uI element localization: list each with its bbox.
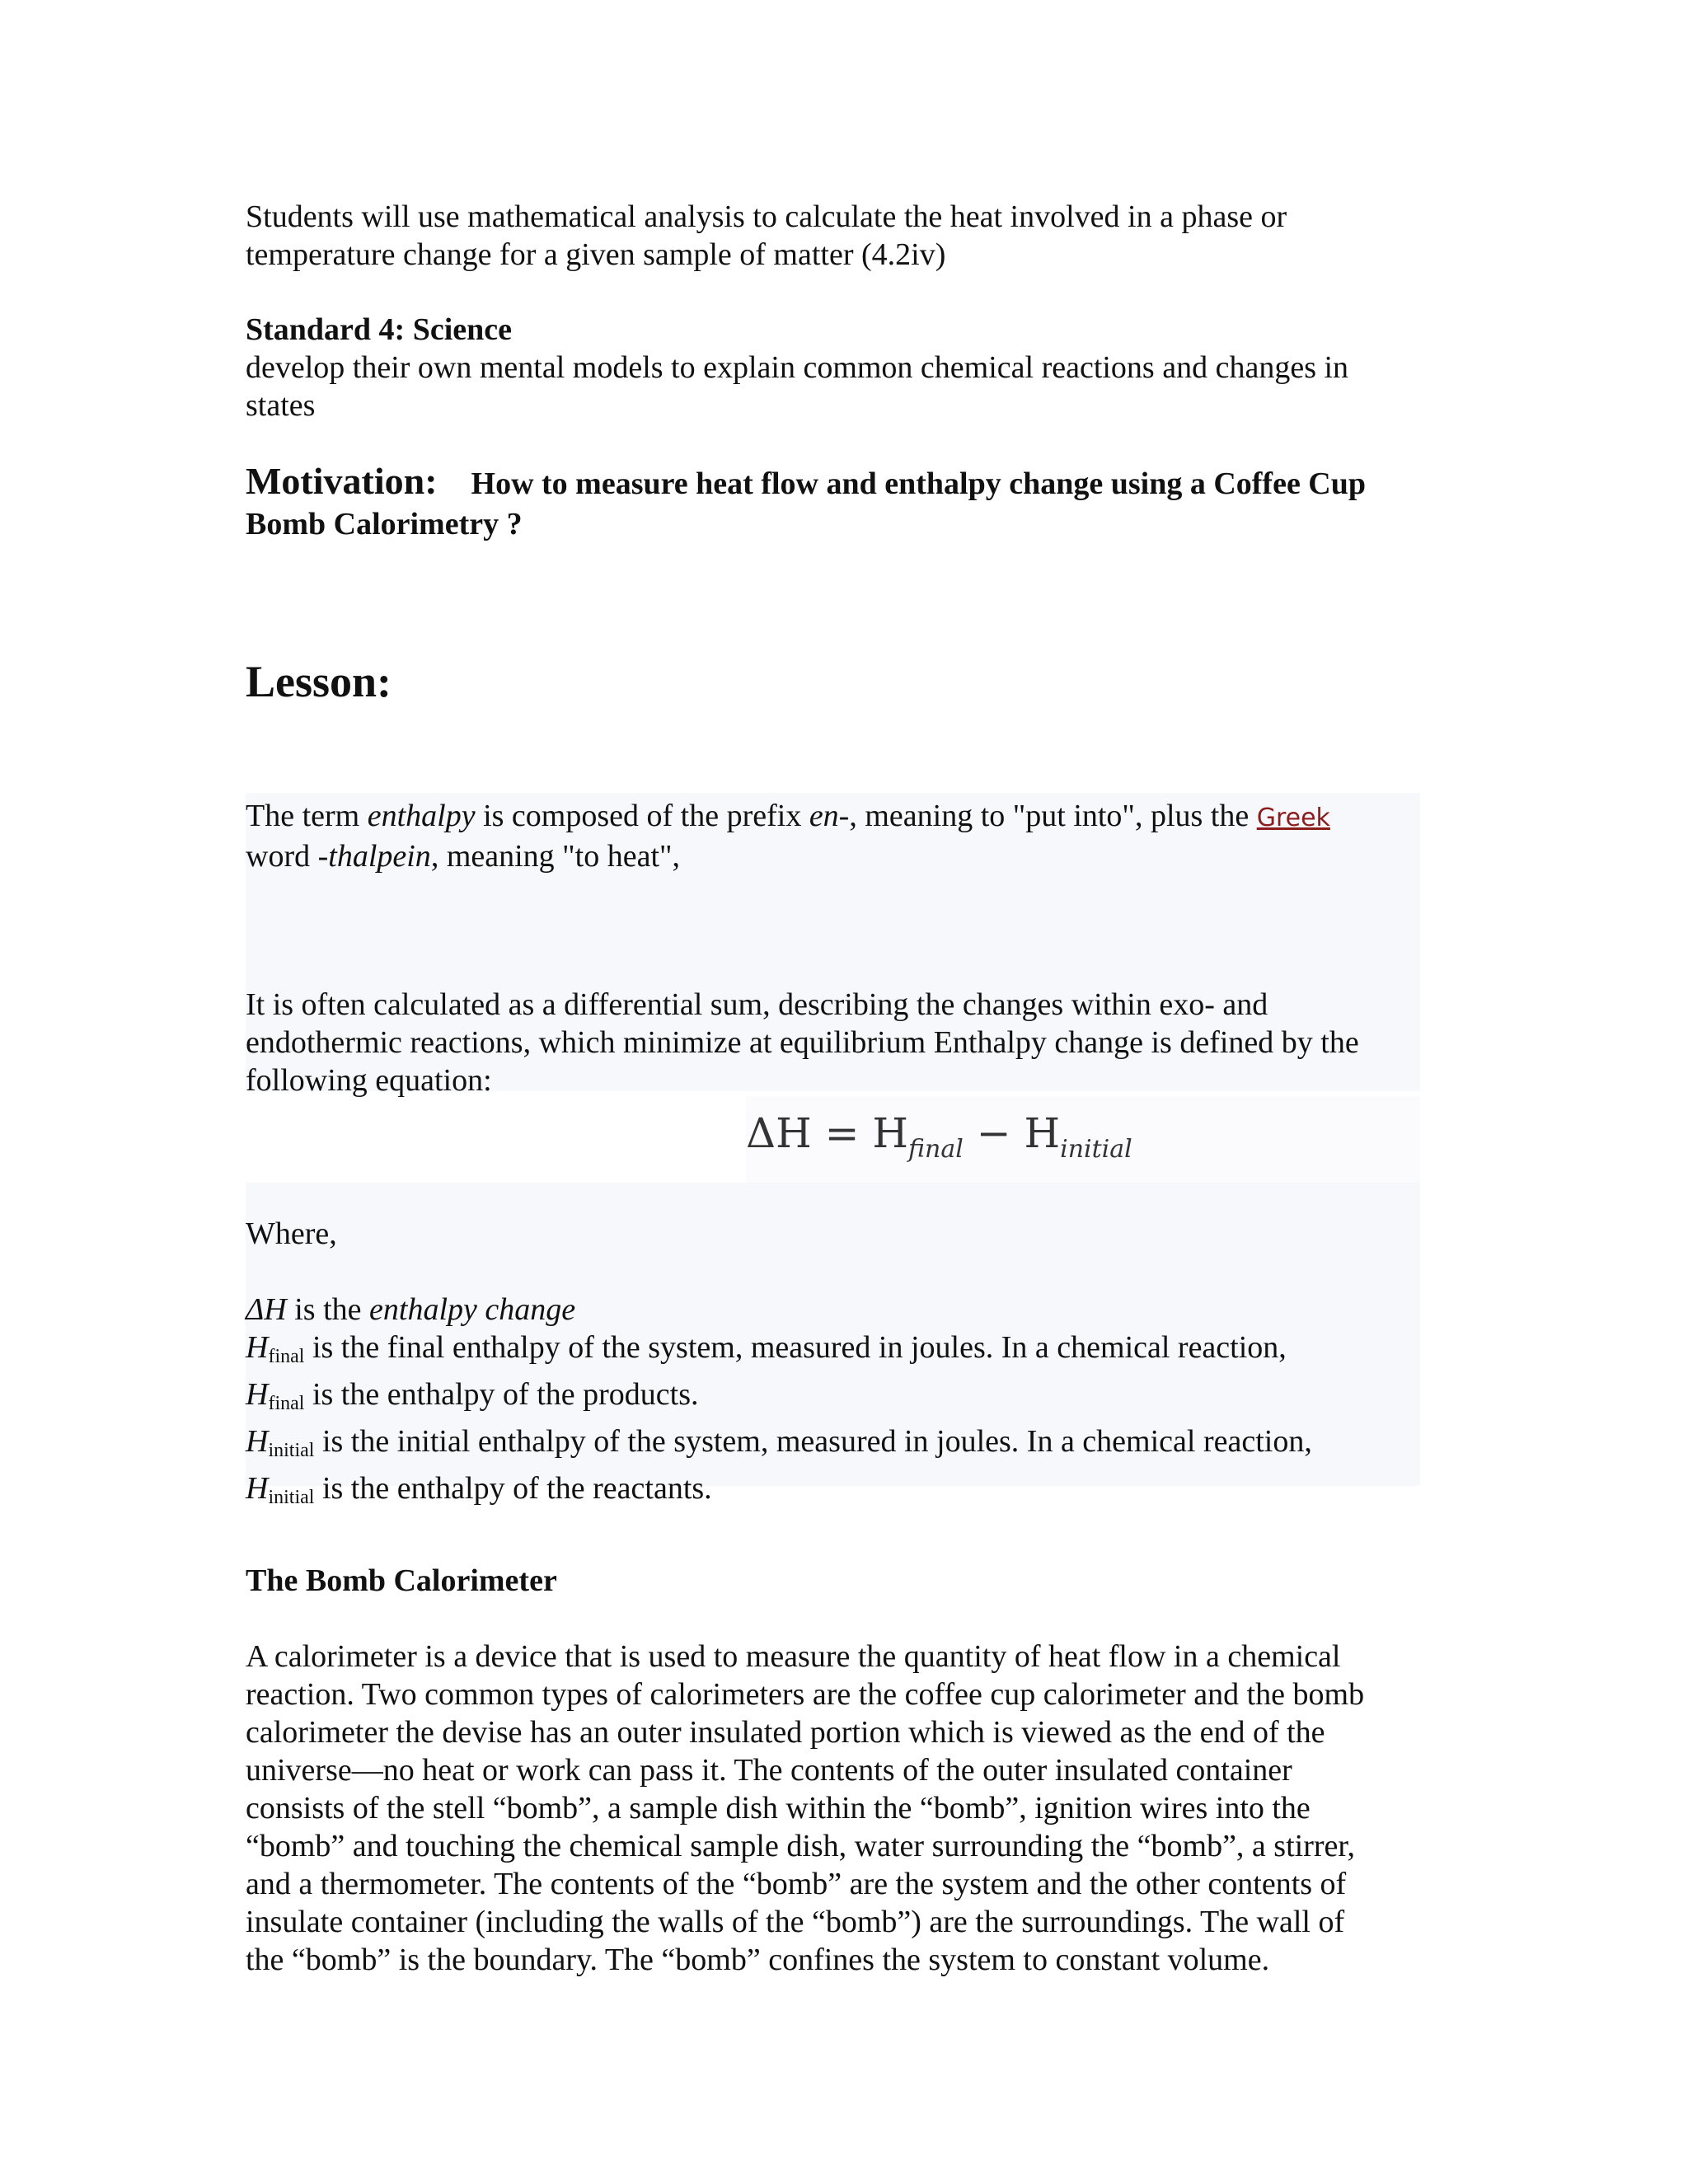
where-line-4: [246, 1422, 1432, 1469]
text-run: is the enthalpy of the products.: [304, 1377, 699, 1412]
bomb-line: “bomb” and touching the chemical sample dish, water surrounding the “bomb”, a stirrer,: [246, 1829, 1356, 1863]
text-run: is the enthalpy of the reactants.: [314, 1471, 712, 1506]
text-run: word: [246, 839, 318, 874]
lesson-section: [246, 655, 1432, 708]
bomb-line: A calorimeter is a device that is used to measure the quantity of heat flow in a chemical: [246, 1639, 1341, 1674]
differential-line-1: It is often calculated as a differential sum, describing the changes within exo- and: [246, 987, 1268, 1022]
text-run: is composed of the prefix: [475, 799, 809, 833]
h-symbol: H: [246, 1471, 269, 1506]
text-run: The term: [246, 799, 368, 833]
where-line-5: [246, 1469, 1432, 1516]
equation-minus-h: − H: [963, 1109, 1061, 1157]
objective-line-1: Students will use mathematical analysis to calculate the heat involved in a phase or: [246, 199, 1287, 234]
bomb-heading: The Bomb Calorimeter: [246, 1563, 557, 1598]
where-section: [246, 1215, 1432, 1516]
subscript-initial: initial: [268, 1440, 315, 1461]
where-line-3: [246, 1376, 1432, 1422]
h-symbol: H: [246, 1330, 269, 1365]
enthalpy-change-term: enthalpy change: [369, 1292, 576, 1327]
text-run: , meaning "to heat",: [430, 839, 681, 874]
delta-h-symbol: ΔH: [246, 1292, 287, 1327]
enthalpy-term: enthalpy: [367, 799, 476, 833]
enthalpy-line-1: [246, 797, 1432, 837]
bomb-calorimeter-section: [246, 1562, 1432, 1979]
bomb-line: and a thermometer. The contents of the “bomb” are the system and the other contents of: [246, 1867, 1347, 1901]
standard-heading: Standard 4: Science: [246, 312, 512, 347]
enthalpy-definition: [246, 797, 1432, 875]
enthalpy-line-2: [246, 837, 1432, 875]
text-run: is the: [286, 1292, 370, 1327]
thalpein-term: -thalpein: [317, 839, 431, 874]
where-line-1: [246, 1291, 1432, 1329]
lesson-heading: Lesson:: [246, 657, 392, 706]
standard-section: [246, 311, 1432, 424]
greek-link[interactable]: Greek: [1256, 804, 1330, 832]
where-line-2: [246, 1329, 1432, 1376]
motivation-label: Motivation:: [246, 460, 438, 502]
standard-line-2: states: [246, 388, 316, 423]
h-symbol: H: [246, 1377, 269, 1412]
subscript-final: final: [268, 1393, 305, 1414]
bomb-line: reaction. Two common types of calorimeters are the coffee cup calorimeter and the bomb: [246, 1677, 1365, 1712]
text-run: is the final enthalpy of the system, measured in joules. In a chemical reaction,: [304, 1330, 1287, 1365]
bomb-line: calorimeter the devise has an outer insulated portion which is viewed as the end of the: [246, 1715, 1325, 1750]
differential-line-3: following equation:: [246, 1063, 492, 1098]
equation-lhs: ΔH = H: [746, 1109, 908, 1157]
bomb-line: universe—no heat or work can pass it. The contents of the outer insulated container: [246, 1753, 1292, 1788]
motivation-section: [246, 460, 1432, 543]
motivation-text-2: Bomb Calorimetry ?: [246, 507, 523, 541]
objective-line-2: temperature change for a given sample of matter (4.2iv): [246, 237, 946, 272]
bomb-line: insulate container (including the walls of the “bomb”) are the surroundings. The wall of: [246, 1905, 1345, 1939]
subscript-final: final: [268, 1346, 305, 1367]
equation-subscript-final: final: [908, 1135, 964, 1164]
h-symbol: H: [246, 1424, 269, 1459]
bomb-line: consists of the stell “bomb”, a sample dish within the “bomb”, ignition wires into the: [246, 1791, 1311, 1825]
enthalpy-equation: [746, 1109, 1132, 1164]
text-run: is the initial enthalpy of the system, measured in joules. In a chemical reaction,: [314, 1424, 1312, 1459]
differential-paragraph: [246, 986, 1432, 1099]
motivation-text-1: How to measure heat flow and enthalpy change using a Coffee Cup: [471, 466, 1367, 501]
differential-line-2: endothermic reactions, which minimize at equilibrium Enthalpy change is defined by the: [246, 1025, 1359, 1060]
prefix-term: en-: [809, 799, 850, 833]
motivation-line-1: [246, 460, 1432, 505]
subscript-initial: initial: [268, 1487, 315, 1508]
objective-paragraph: [246, 198, 1432, 274]
text-run: , meaning to "put into", plus the: [849, 799, 1257, 833]
bomb-line: the “bomb” is the boundary. The “bomb” confines the system to constant volume.: [246, 1943, 1270, 1977]
where-label: Where,: [246, 1216, 337, 1251]
bomb-paragraph: [246, 1638, 1432, 1979]
standard-line-1: develop their own mental models to explain common chemical reactions and changes in: [246, 350, 1349, 385]
equation-subscript-initial: initial: [1060, 1135, 1132, 1164]
